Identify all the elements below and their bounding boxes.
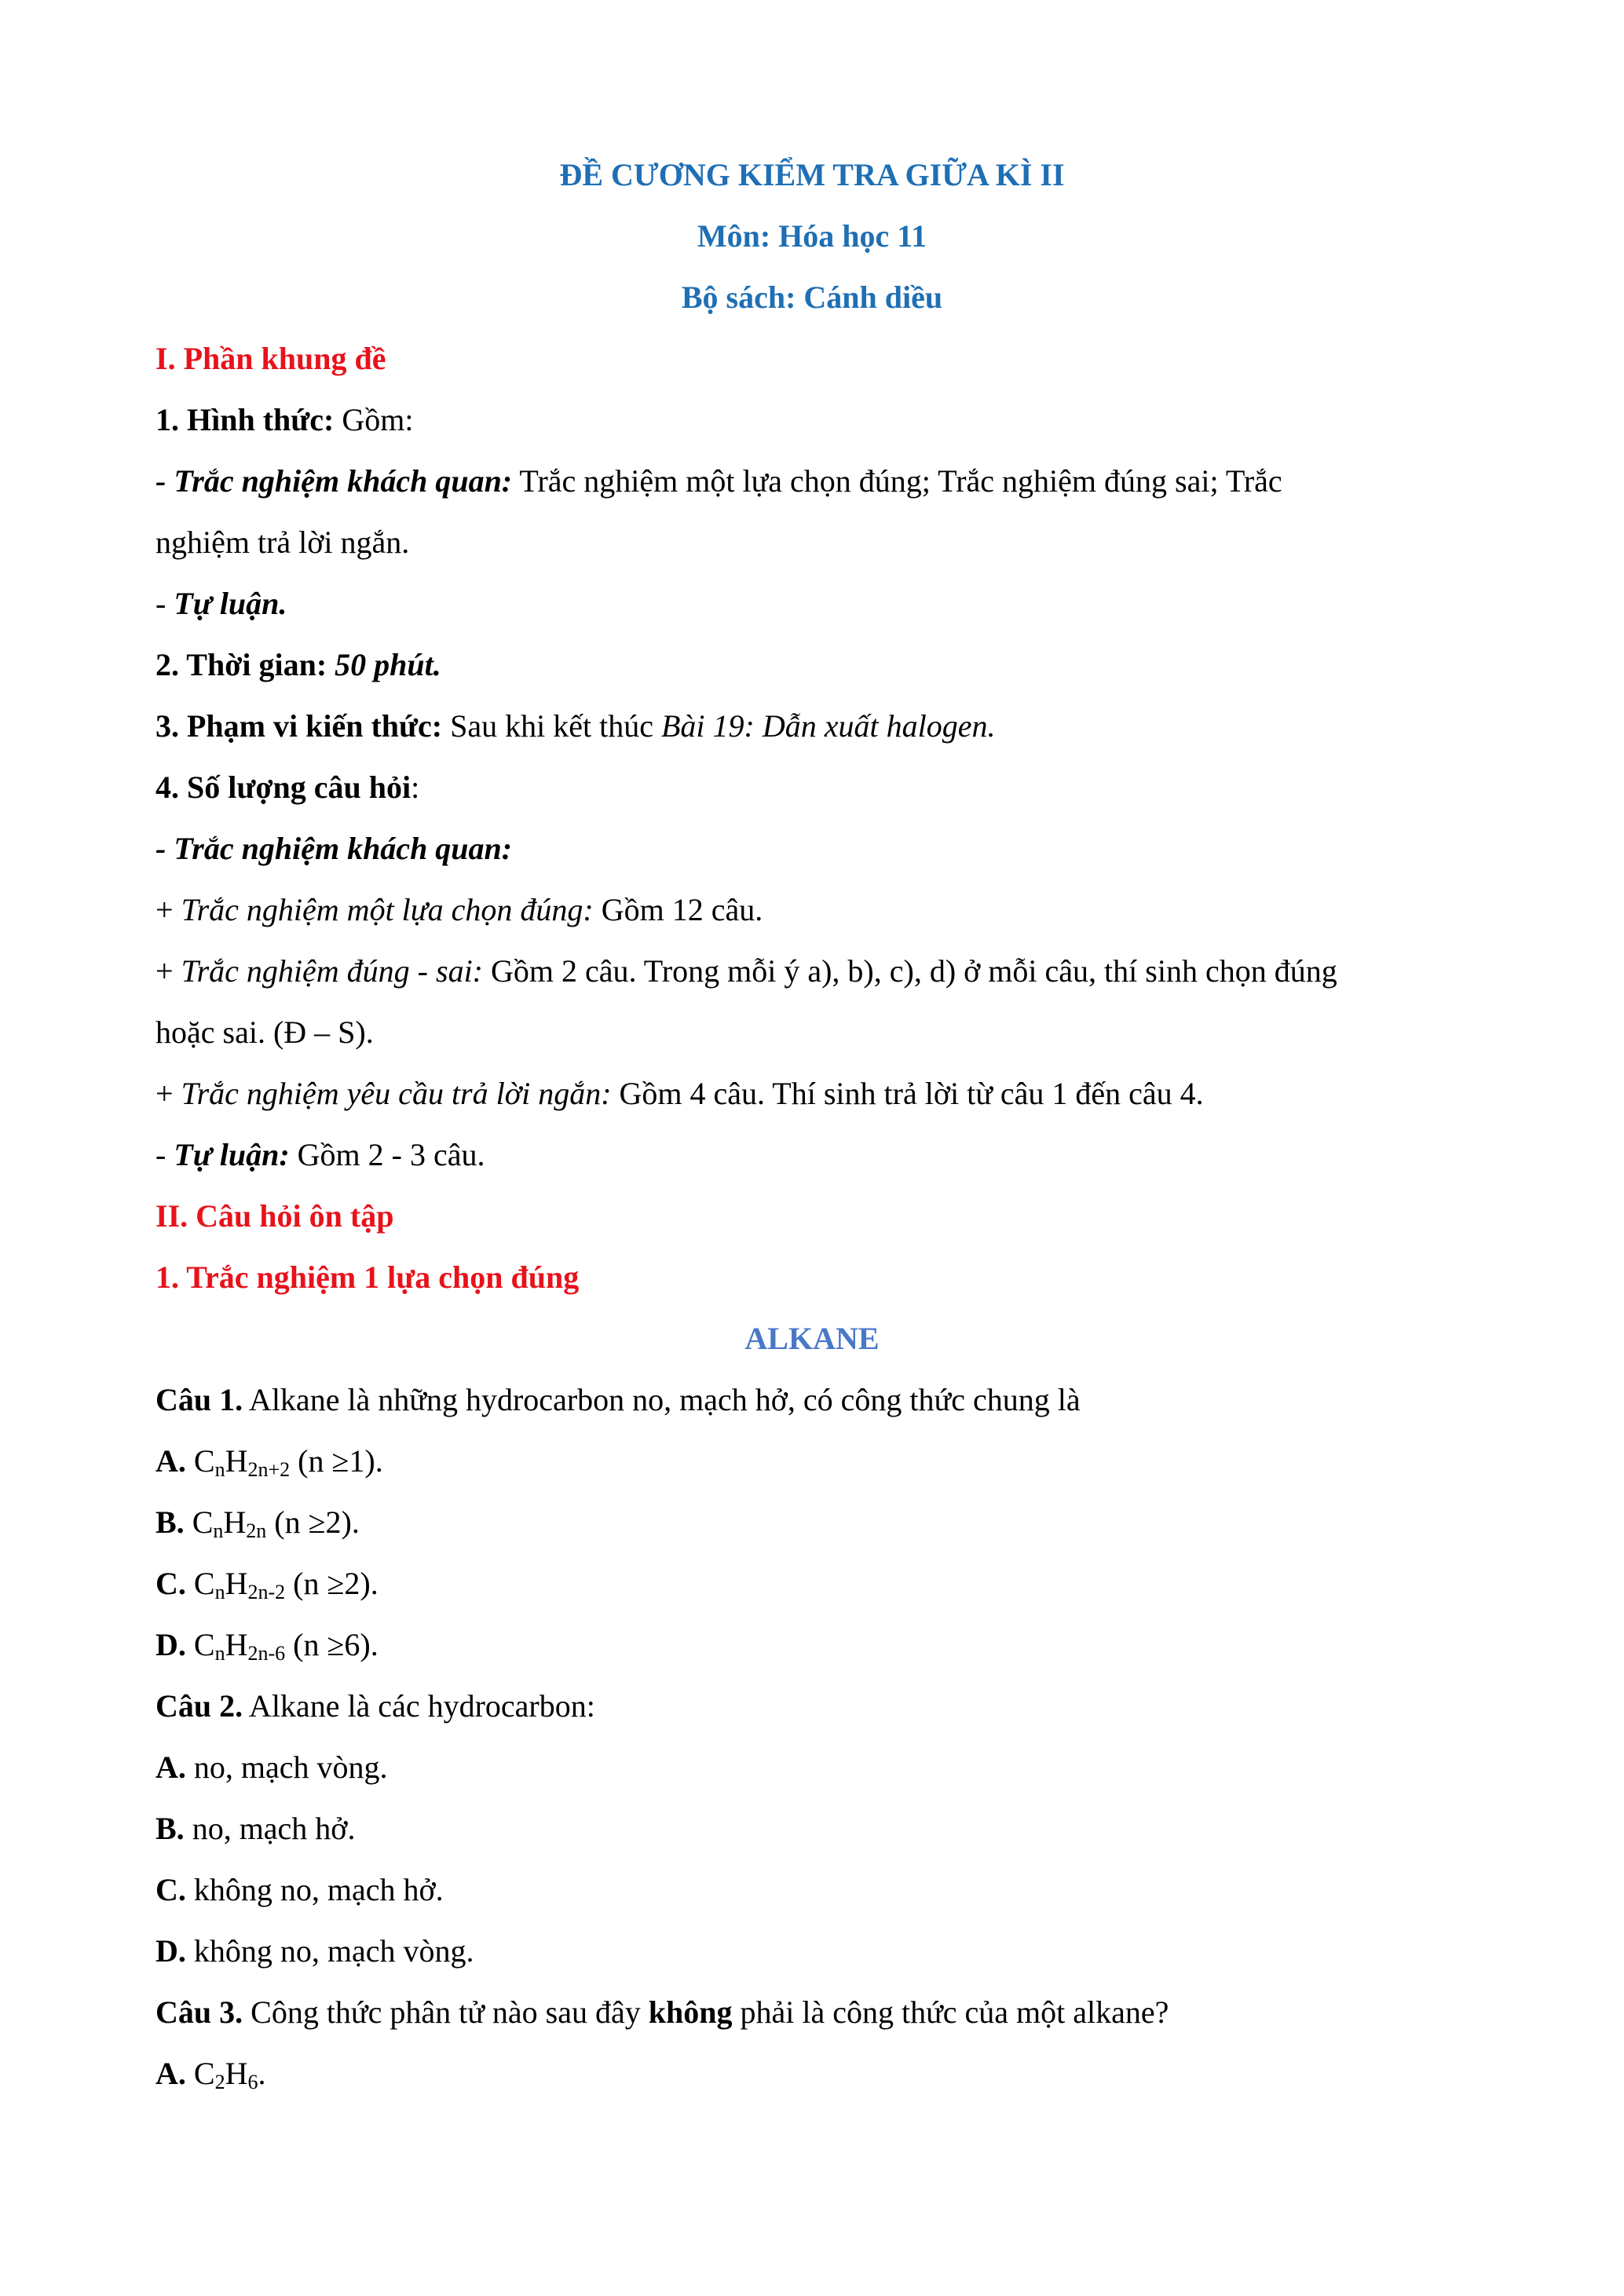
form-line <box>155 389 1475 451</box>
scope-label: 3. Phạm vi kiến thức: <box>155 708 443 744</box>
count-item-3-label: Trắc nghiệm yêu cầu trả lời ngắn: <box>181 1076 612 1111</box>
question-3-text-2: phải là công thức của một alkane? <box>732 1994 1169 2030</box>
formula-sub: n <box>214 1458 225 1481</box>
mc-line <box>155 451 1475 512</box>
scope-line <box>155 696 1475 757</box>
option-text: không no, mạch vòng. <box>185 1933 474 1969</box>
option-key: A. <box>155 1443 186 1479</box>
count-item-4-dash: - <box>155 1137 174 1172</box>
option-key: D. <box>155 1933 186 1969</box>
scope-lesson: Bài 19: Dẫn xuất halogen. <box>660 708 996 744</box>
document-title: ĐỀ CƯƠNG KIỂM TRA GIỮA KÌ II <box>559 157 1065 192</box>
count-item-2 <box>155 941 1475 1002</box>
formula-h: H <box>223 1504 247 1540</box>
section-heading-part1: I. Phần khung đề <box>155 341 386 376</box>
option-key: B. <box>155 1504 185 1540</box>
formula-sub: 2n <box>246 1519 267 1542</box>
scope-text: Sau khi kết thúc <box>442 708 661 744</box>
book-line: Bộ sách: Cánh diều <box>681 280 943 315</box>
time-label: 2. Thời gian: <box>155 647 335 682</box>
count-item-3-plus: + <box>155 1076 181 1111</box>
section-heading-part2: II. Câu hỏi ôn tập <box>155 1198 394 1234</box>
form-label: 1. Hình thức: <box>155 402 335 437</box>
formula-c: C <box>185 2056 215 2091</box>
formula-sub: 2n-2 <box>247 1581 286 1603</box>
formula-sub: 6 <box>247 2071 258 2093</box>
subsection-heading: 1. Trắc nghiệm 1 lựa chọn đúng <box>155 1260 580 1295</box>
count-label: 4. Số lượng câu hỏi <box>155 770 411 805</box>
topic-heading: ALKANE <box>744 1321 880 1356</box>
formula-h: H <box>225 1627 248 1662</box>
count-line <box>155 757 1475 818</box>
formula-h: H <box>225 1566 248 1601</box>
question-2-label: Câu 2. <box>155 1688 243 1724</box>
question-3 <box>155 1982 1475 2043</box>
form-text: Gồm: <box>334 402 414 437</box>
question-2-option-a <box>155 1737 1475 1798</box>
count-mc-heading-text: - Trắc nghiệm khách quan: <box>155 831 513 866</box>
time-line <box>155 634 1475 696</box>
question-2-text: Alkane là các hydrocarbon: <box>243 1688 595 1724</box>
option-key: C. <box>155 1872 186 1907</box>
essay-line <box>155 573 1475 634</box>
formula-condition: (n ≥1). <box>290 1443 383 1479</box>
formula-end: . <box>258 2056 266 2091</box>
question-1-text: Alkane là những hydrocarbon no, mạch hở, có công thức chung là <box>243 1382 1081 1417</box>
question-2 <box>155 1676 1475 1737</box>
formula-c: C <box>184 1504 214 1540</box>
formula-condition: (n ≥2). <box>285 1566 379 1601</box>
count-item-4-label: Tự luận: <box>174 1137 290 1172</box>
count-item-3-text: Gồm 4 câu. Thí sinh trả lời từ câu 1 đến câu 4. <box>611 1076 1204 1111</box>
formula-sub: n <box>214 1581 225 1603</box>
essay-dash: - <box>155 586 174 621</box>
subject-line: Môn: Hóa học 11 <box>697 218 927 254</box>
formula-h: H <box>225 2056 248 2091</box>
count-item-2-label: Trắc nghiệm đúng - sai: <box>181 953 483 989</box>
formula-condition: (n ≥2). <box>266 1504 360 1540</box>
count-item-2-text: Gồm 2 câu. Trong mỗi ý a), b), c), d) ở mỗi câu, thí sinh chọn đúng <box>483 953 1337 989</box>
mc-label: Trắc nghiệm khách quan: <box>174 463 513 499</box>
option-key: B. <box>155 1811 185 1846</box>
count-item-3 <box>155 1063 1475 1124</box>
question-1-option-d <box>155 1614 1475 1676</box>
count-item-2-cont: hoặc sai. (Đ – S). <box>155 1015 374 1050</box>
option-key: A. <box>155 1749 186 1785</box>
mc-line-cont: nghiệm trả lời ngắn. <box>155 525 410 560</box>
formula-sub: 2n+2 <box>247 1458 291 1481</box>
count-item-1 <box>155 879 1475 941</box>
time-value: 50 phút. <box>335 647 441 682</box>
count-item-1-text: Gồm 12 câu. <box>593 892 763 927</box>
question-1-option-b <box>155 1492 1475 1553</box>
question-1-label: Câu 1. <box>155 1382 243 1417</box>
formula-sub: n <box>214 1642 225 1665</box>
question-2-option-d <box>155 1921 1475 1982</box>
formula-sub: 2 <box>214 2071 225 2093</box>
count-item-4 <box>155 1124 1475 1186</box>
question-3-emphasis: không <box>648 1994 733 2030</box>
essay-label: Tự luận. <box>174 586 287 621</box>
question-1-option-a <box>155 1431 1475 1492</box>
question-2-option-b <box>155 1798 1475 1859</box>
mc-dash: - <box>155 463 174 499</box>
count-item-1-label: Trắc nghiệm một lựa chọn đúng: <box>181 892 594 927</box>
formula-condition: (n ≥6). <box>285 1627 379 1662</box>
formula-c: C <box>185 1443 215 1479</box>
question-3-option-a <box>155 2043 1475 2104</box>
formula-c: C <box>185 1627 215 1662</box>
count-mc-heading <box>155 818 1475 879</box>
mc-text-1: Trắc nghiệm một lựa chọn đúng; Trắc nghiệm đúng sai; Trắc <box>512 463 1282 499</box>
question-1-option-c <box>155 1553 1475 1614</box>
option-text: không no, mạch hở. <box>185 1872 444 1907</box>
count-item-1-plus: + <box>155 892 181 927</box>
formula-h: H <box>225 1443 248 1479</box>
question-3-text-1: Công thức phân tử nào sau đây <box>243 1994 649 2030</box>
question-3-label: Câu 3. <box>155 1994 243 2030</box>
formula-sub: n <box>213 1519 224 1542</box>
option-key: D. <box>155 1627 186 1662</box>
option-key: A. <box>155 2056 186 2091</box>
count-item-4-text: Gồm 2 - 3 câu. <box>289 1137 485 1172</box>
count-colon: : <box>411 770 420 805</box>
question-1 <box>155 1369 1475 1431</box>
option-text: no, mạch hở. <box>184 1811 356 1846</box>
formula-c: C <box>185 1566 215 1601</box>
option-key: C. <box>155 1566 186 1601</box>
formula-sub: 2n-6 <box>247 1642 286 1665</box>
question-2-option-c <box>155 1859 1475 1921</box>
option-text: no, mạch vòng. <box>185 1749 388 1785</box>
count-item-2-plus: + <box>155 953 181 989</box>
